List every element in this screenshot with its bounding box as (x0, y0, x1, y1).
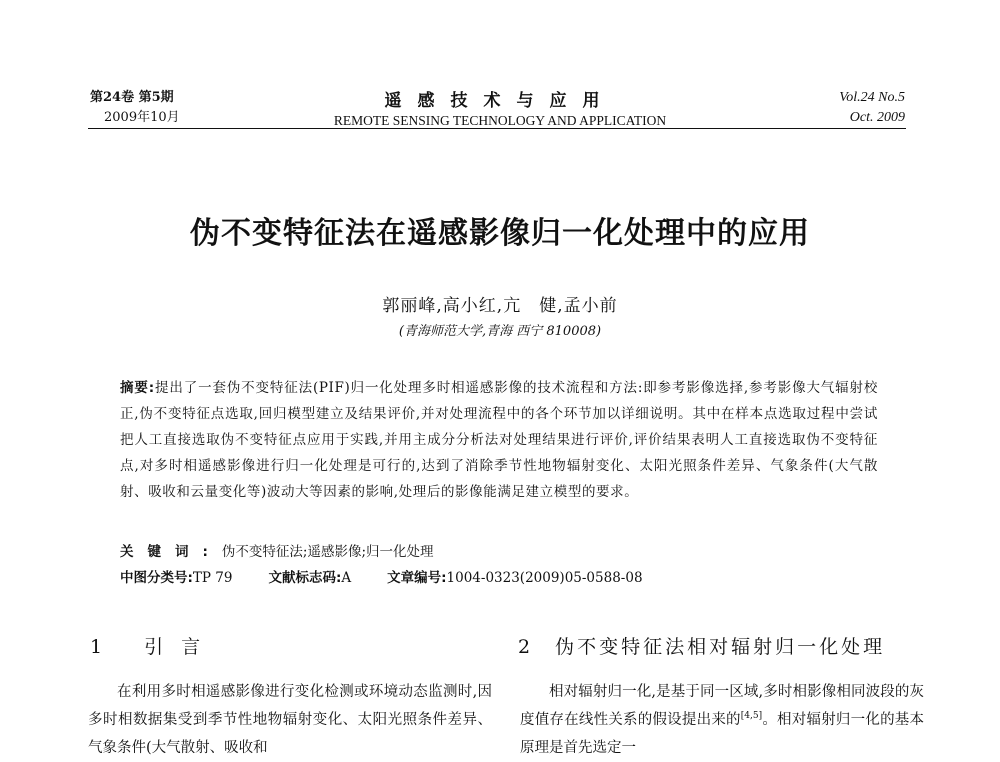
section-2-body (520, 678, 924, 762)
article-number-value: 1004-0323(2009)05-0588-08 (446, 570, 643, 586)
abstract-text: 提出了一套伪不变特征法(PIF)归一化处理多时相遥感影像的技术流程和方法:即参考影像选择,参考影像大气辐射校正,伪不变特征点选取,回归模型建立及结果评价,并对处理流程中的各个环节加以详细说明。其中在样本点选取过程中尝试把人工直接选取伪不变特征点应用于实践,并用主成分分析法对处理结果进行评价,评价结果表明人工直接选取伪不变特征点,对多时相遥感影像进行归一化处理是可行的,达到了消除季节性地物辐射变化、太阳光照条件差异、气象条件(大气散射、吸收和云量变化等)波动大等因素的影响,处理后的影像能满足建立模型的要求。 (120, 380, 878, 500)
doc-code-value: A (341, 570, 352, 586)
header-rule (88, 128, 906, 129)
publication-date: 2009年10月 (104, 110, 180, 125)
section-2-number: 2 (518, 636, 534, 658)
doc-code-label: 文献标志码: (268, 570, 342, 586)
abstract (120, 375, 878, 505)
section-1-paragraph: 在利用多时相遥感影像进行变化检测或环境动态监测时,因多时相数据集受到季节性地物辐射变化、太阳光照条件差异、气象条件(大气散射、吸收和 (88, 684, 492, 756)
affiliation: (青海师范大学,青海 西宁 810008) (398, 324, 602, 339)
publication-date-en: Oct. 2009 (849, 110, 905, 125)
section-1-body (88, 678, 492, 762)
clc-label: 中图分类号: (120, 570, 193, 586)
article-title: 伪不变特征法在遥感影像归一化处理中的应用 (190, 216, 810, 251)
journal-name (300, 86, 700, 129)
keywords-label: 关键词: (120, 544, 222, 560)
classification-line (120, 566, 643, 586)
section-2-title: 伪不变特征法相对辐射归一化处理 (555, 636, 886, 658)
volume-issue-en: Vol.24 No.5 (839, 90, 905, 105)
keywords-text: 伪不变特征法;遥感影像;归一化处理 (221, 544, 434, 560)
journal-name-en: REMOTE SENSING TECHNOLOGY AND APPLICATION (333, 113, 667, 128)
issue-info (90, 88, 180, 128)
citation: [4,5] (740, 711, 763, 722)
section-1-title: 引言 (144, 636, 219, 658)
section-2-paragraph (520, 678, 924, 762)
volume-issue: 第24卷 第5期 (90, 90, 174, 105)
issue-info-en (839, 88, 905, 128)
section-1-heading (90, 632, 218, 659)
authors: 郭丽峰,高小红,亢 健,孟小前 (382, 296, 618, 316)
section-2-text-a: 相对辐射归一化,是基于同一区域,多时相影像相同波段的灰度值存在线性关系的假设提出来的 (520, 684, 924, 728)
article-number-label: 文章编号: (387, 570, 447, 586)
section-2-text-b: 。相对辐射归一化的基本原理是首先选定一 (520, 712, 925, 756)
keywords (120, 540, 434, 560)
section-2-heading (518, 632, 885, 659)
clc-value: TP 79 (192, 570, 233, 586)
section-1-number: 1 (90, 636, 121, 658)
journal-name-cn: 遥感技术与应用 (384, 91, 616, 111)
abstract-label: 摘要: (120, 380, 155, 396)
